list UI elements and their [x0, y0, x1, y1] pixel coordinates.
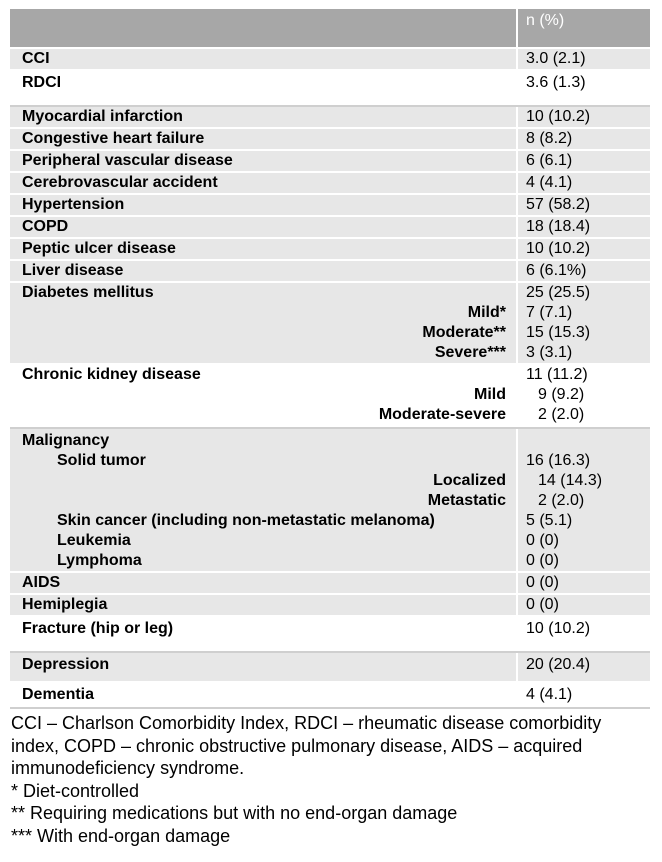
sub-value: 0 (0): [526, 552, 559, 569]
row-label-group: [10, 428, 517, 572]
sub-label: Lymphoma: [57, 552, 142, 569]
row-label-group: [10, 282, 517, 364]
table-row: [10, 128, 650, 150]
table-row: [10, 216, 650, 238]
table-header-row: [10, 9, 650, 48]
sub-label: Skin cancer (including non-metastatic melanoma): [57, 512, 435, 529]
sub-label: Leukemia: [57, 532, 131, 549]
sub-value: 7 (7.1): [526, 304, 573, 321]
sub-value: 15 (15.3): [526, 324, 591, 341]
sub-label: Moderate-severe: [378, 406, 506, 423]
row-value: 3.0 (2.1): [517, 48, 650, 70]
table-row-ckd: [10, 364, 650, 428]
header-n-percent: n (%): [517, 9, 650, 48]
row-label: Congestive heart failure: [10, 128, 517, 150]
table-row: [10, 48, 650, 70]
row-label: Depression: [10, 652, 517, 682]
row-label: Dementia: [10, 682, 517, 708]
row-label: Hypertension: [10, 194, 517, 216]
row-value: 10 (10.2): [517, 106, 650, 128]
row-label: Myocardial infarction: [10, 106, 517, 128]
row-label: Liver disease: [10, 260, 517, 282]
row-label: CCI: [10, 48, 517, 70]
footnote-triple-asterisk: *** With end-organ damage: [11, 825, 231, 846]
row-value: 3.6 (1.3): [517, 70, 650, 106]
row-value: 8 (8.2): [517, 128, 650, 150]
abbreviations-note: CCI – Charlson Comorbidity Index, RDCI – rheumatic disease comorbidity index, COPD – chronic obstructive pulmonary disease, AIDS – acquired immunodeficiency syndrome.: [11, 713, 602, 778]
row-label: Chronic kidney disease: [22, 366, 201, 383]
row-value: [526, 431, 650, 451]
sub-value: 14 (14.3): [538, 472, 603, 489]
sub-label: Metastatic: [427, 492, 506, 509]
row-label: Peripheral vascular disease: [10, 150, 517, 172]
row-value: 10 (10.2): [517, 238, 650, 260]
row-label: Diabetes mellitus: [22, 284, 154, 301]
table-row-malignancy: [10, 428, 650, 572]
sub-label: Mild: [474, 386, 506, 403]
row-label: COPD: [10, 216, 517, 238]
table-row: [10, 238, 650, 260]
row-label: RDCI: [10, 70, 517, 106]
row-label-group: [10, 364, 517, 428]
row-value: 11 (11.2): [526, 366, 588, 383]
sub-value: 0 (0): [526, 532, 559, 549]
sub-label: Solid tumor: [57, 452, 146, 469]
row-value: 20 (20.4): [517, 652, 650, 682]
sub-label: Localized: [433, 472, 506, 489]
row-value: 0 (0): [517, 594, 650, 616]
table-row: [10, 150, 650, 172]
row-value: 6 (6.1): [517, 150, 650, 172]
row-value: 57 (58.2): [517, 194, 650, 216]
row-value: 4 (4.1): [517, 172, 650, 194]
row-value-group: [517, 282, 650, 364]
sub-label: Moderate**: [422, 324, 506, 341]
row-label: Peptic ulcer disease: [10, 238, 517, 260]
row-value: 0 (0): [517, 572, 650, 594]
table-row: [10, 106, 650, 128]
comorbidity-table: [10, 9, 650, 709]
row-value: 4 (4.1): [517, 682, 650, 708]
footnote-double-asterisk: ** Requiring medications but with no end-organ damage: [11, 803, 458, 823]
footnote-single-asterisk: * Diet-controlled: [11, 780, 140, 801]
row-value: 6 (6.1%): [517, 260, 650, 282]
sub-value: 9 (9.2): [538, 386, 585, 403]
sub-value: 2 (2.0): [538, 492, 585, 509]
row-value: 10 (10.2): [517, 616, 650, 652]
row-label: Hemiplegia: [10, 594, 517, 616]
row-label: AIDS: [10, 572, 517, 594]
row-value-group: [517, 364, 650, 428]
header-label-cell: [10, 9, 517, 48]
row-value: 25 (25.5): [526, 284, 591, 301]
sub-value: 5 (5.1): [526, 512, 573, 529]
row-label: Malignancy: [22, 432, 110, 449]
table-row: [10, 652, 650, 682]
sub-value: 3 (3.1): [526, 344, 573, 361]
sub-label: Severe***: [434, 344, 506, 361]
table-row: [10, 572, 650, 594]
table-row: [10, 594, 650, 616]
row-value-group: [517, 428, 650, 572]
sub-value: 16 (16.3): [526, 452, 591, 469]
table-row-diabetes: [10, 282, 650, 364]
row-label: Fracture (hip or leg): [10, 616, 517, 652]
table-row: [10, 682, 650, 708]
table-row: [10, 70, 650, 106]
table-row: [10, 194, 650, 216]
row-value: 18 (18.4): [517, 216, 650, 238]
sub-label: Mild*: [467, 304, 506, 321]
table-row: [10, 616, 650, 652]
sub-value: 2 (2.0): [538, 406, 585, 423]
table-row: [10, 172, 650, 194]
table-footnotes: [11, 712, 651, 847]
table-row: [10, 260, 650, 282]
row-label: Cerebrovascular accident: [10, 172, 517, 194]
